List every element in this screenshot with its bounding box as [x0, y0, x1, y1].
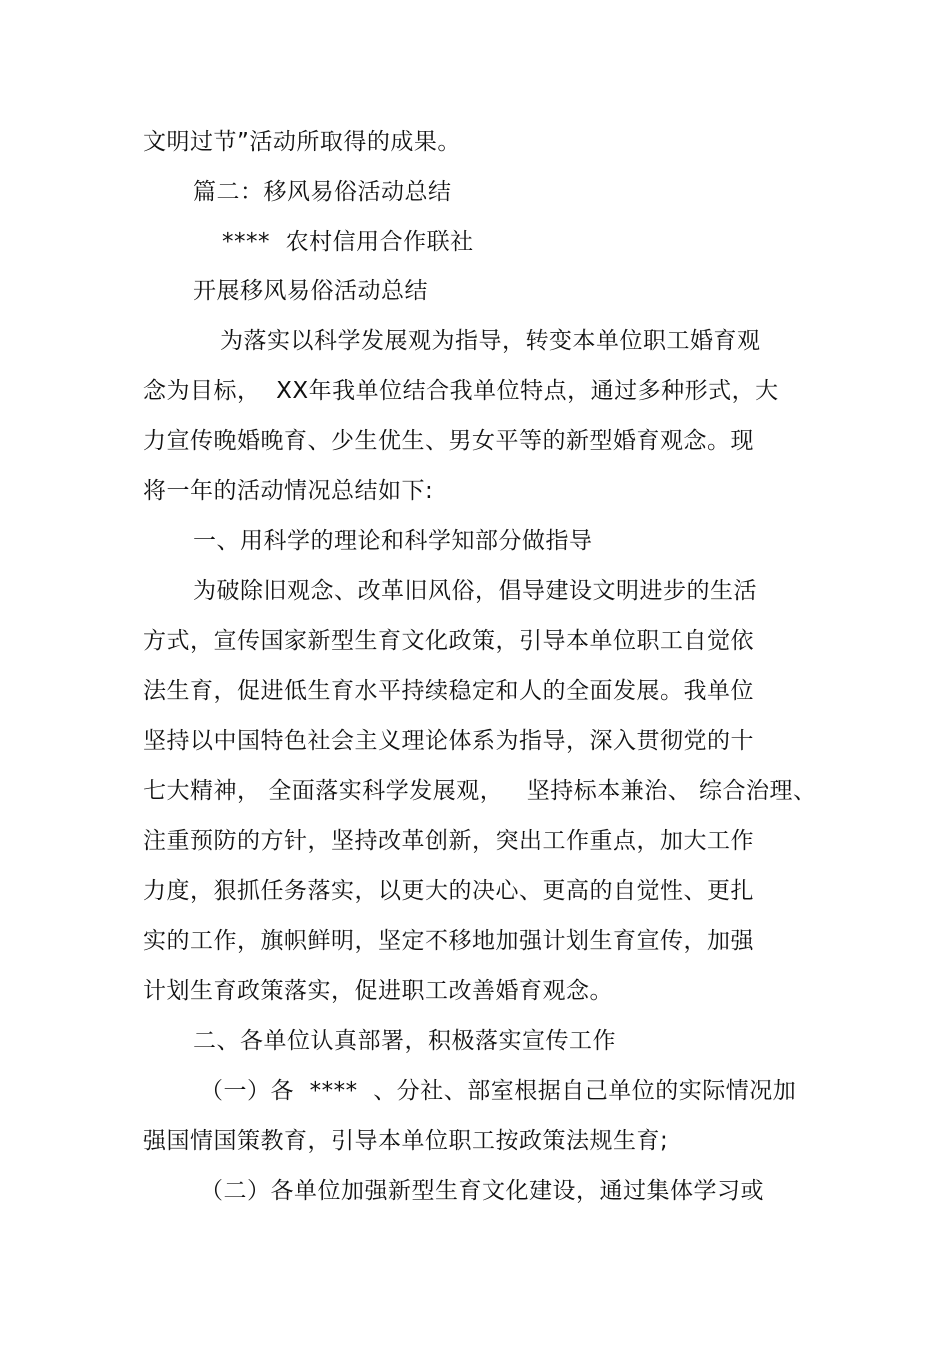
text-line: 法生育，促进低生育水平持续稳定和人的全面发展。我单位	[143, 678, 754, 704]
text-line: 为落实以科学发展观为指导，转变本单位职工婚育观	[220, 328, 761, 354]
document-title: 开展移风易俗活动总结	[193, 278, 428, 304]
text-line: 七大精神， 全面落实科学发展观， 坚持标本兼治、 综合治理、	[143, 778, 817, 804]
text-line: 将一年的活动情况总结如下:	[143, 478, 434, 504]
text-line: 强国情国策教育，引导本单位职工按政策法规生育;	[143, 1128, 669, 1154]
text-line: 实的工作，旗帜鲜明，坚定不移地加强计划生育宣传，加强	[143, 928, 754, 954]
text-line: 力度，狠抓任务落实，以更大的决心、更高的自觉性、更扎	[143, 878, 754, 904]
section-heading: 一、用科学的理论和科学知部分做指导	[193, 528, 593, 554]
text-line: 文明过节”活动所取得的成果。	[143, 129, 461, 155]
text-line: （一）各 **** 、分社、部室根据自己单位的实际情况加	[200, 1078, 797, 1104]
text-line: 注重预防的方针，坚持改革创新，突出工作重点，加大工作	[143, 828, 754, 854]
section-heading: 篇二：移风易俗活动总结	[193, 179, 452, 205]
text-line: 坚持以中国特色社会主义理论体系为指导，深入贯彻党的十	[143, 728, 754, 754]
text-line: 念为目标， XX年我单位结合我单位特点，通过多种形式，大	[143, 378, 779, 404]
text-line: 方式，宣传国家新型生育文化政策，引导本单位职工自觉依	[143, 628, 754, 654]
text-line: 力宣传晚婚晚育、少生优生、男女平等的新型婚育观念。现	[143, 428, 754, 454]
text-line: （二）各单位加强新型生育文化建设，通过集体学习或	[200, 1178, 764, 1204]
text-line: 计划生育政策落实，促进职工改善婚育观念。	[143, 978, 613, 1004]
organization-name: **** 农村信用合作联社	[222, 229, 474, 255]
text-line: 为破除旧观念、改革旧风俗，倡导建设文明进步的生活	[193, 578, 757, 604]
section-heading: 二、各单位认真部署，积极落实宣传工作	[193, 1028, 616, 1054]
